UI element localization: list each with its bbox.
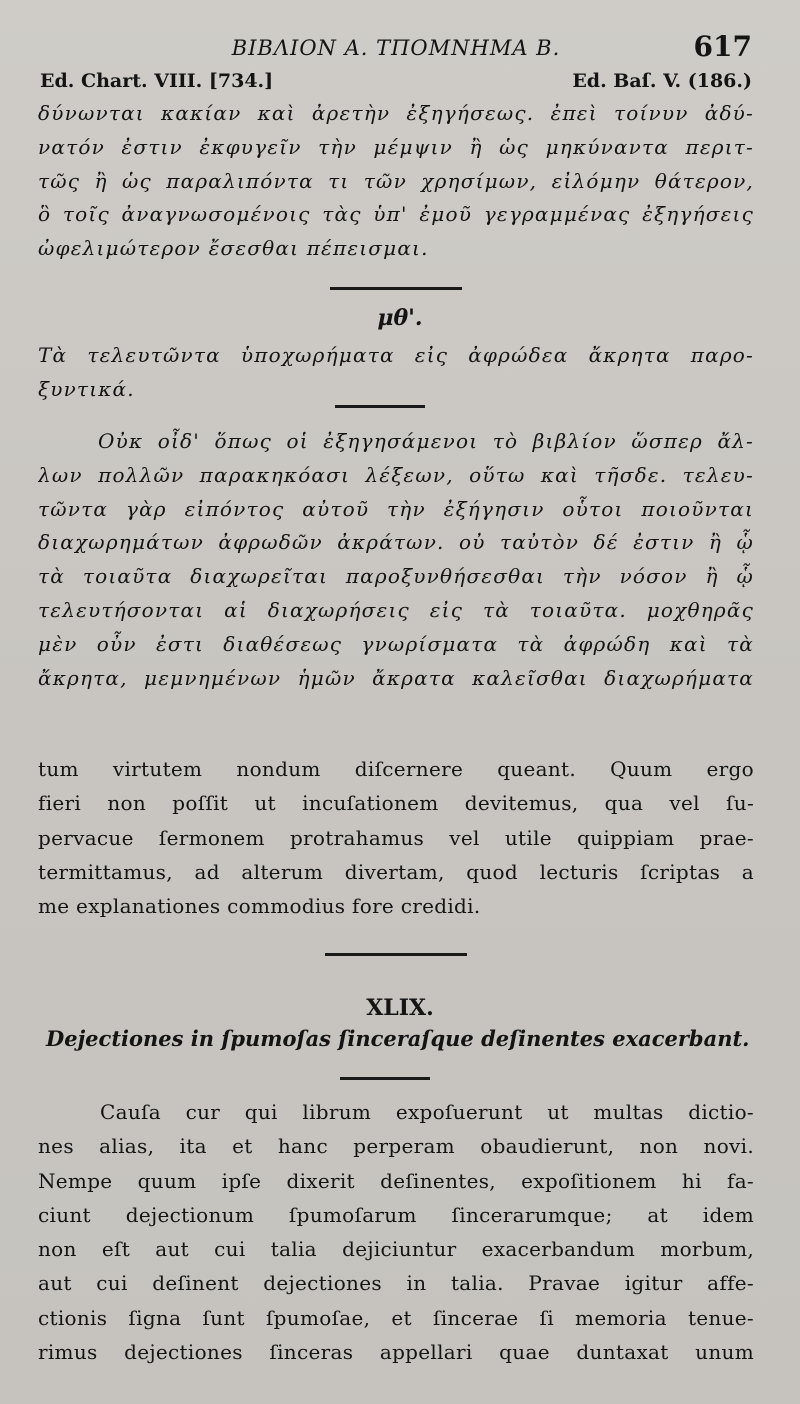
text-line: termittamus, ad alterum divertam, quod lecturis ſcriptas a (38, 859, 754, 884)
text-line: Τὰ τελευτῶντα ὑποχωρήματα εἰς ἀφρώδεα ἄκρητα παρο- (38, 343, 754, 367)
page-number: 617 (693, 30, 752, 63)
text-line: ciunt dejectionum ſpumoſarum ſincerarumque; at idem (38, 1202, 754, 1227)
text-line: τελευτήσονται αἱ διαχωρήσεις εἰς τὰ τοιαῦτα. μοχθηρᾶς (38, 597, 754, 622)
latin-section-title: Dejectiones in ſpumoſas ſinceraſque deſinentes exacerbant. (46, 1026, 750, 1051)
text-line: non eſt aut cui talia dejiciuntur exacerbandum morbum, (38, 1237, 754, 1262)
edition-reference-line (40, 68, 752, 98)
text-line: fieri non poſſit ut incuſationem devitemus, qua vel ſu- (38, 791, 754, 816)
text-line: μὲν οὖν ἐστι διαθέσεως γνωρίσματα τὰ ἀφρώδη καὶ τὰ (38, 631, 754, 656)
text-line: τῶντα γὰρ εἰπόντος αὐτοῦ τὴν ἐξήγησιν οὗτοι ποιοῦνται (38, 496, 754, 521)
text-line: ctionis ſigna ſunt ſpumoſae, et ſincerae ſi memoria tenue- (38, 1305, 754, 1330)
greek-section-body (38, 425, 754, 695)
text-line: ὃ τοῖς ἀναγνωσομένοις τὰς ὑπ' ἐμοῦ γεγραμμένας ἐξηγήσεις (38, 202, 754, 227)
latin-intro-paragraph (38, 752, 754, 923)
section-divider-rule (335, 405, 425, 408)
text-line: ξυντικά. (38, 376, 135, 401)
text-line: λων πολλῶν παρακηκόασι λέξεων, οὕτω καὶ τῆσδε. τελευ- (38, 462, 754, 487)
text-line: tum virtutem nondum diſcernere queant. Quum ergo (38, 757, 754, 781)
text-line: διαχωρημάτων ἀφρωδῶν ἀκράτων. οὐ ταὐτὸν δέ ἐστιν ἢ ᾧ (38, 530, 754, 555)
latin-section-number: XLIX. (366, 995, 434, 1021)
greek-section-number: μθ'. (377, 305, 423, 331)
text-line: δύνωνται κακίαν καὶ ἀρετὴν ἐξηγήσεως. ἐπεὶ τοίνυν ἀδύ- (38, 101, 754, 125)
text-line: τῶς ἢ ὡς παραλιπόντα τι τῶν χρησίμων, εἰλόμην θάτερον, (38, 168, 754, 193)
text-line: rimus dejectiones ſinceras appellari quae duntaxat unum (38, 1340, 754, 1365)
greek-section-title (38, 339, 754, 407)
text-line: ἄκρητα, μεμνημένων ἡμῶν ἄκρατα καλεῖσθαι διαχωρήματα (38, 665, 754, 690)
section-divider-rule (340, 1077, 430, 1080)
edition-reference-chartier: Ed. Chart. VIII. [734.] (40, 70, 274, 92)
text-line: nes alias, ita et hanc perperam obaudierunt, non novi. (38, 1134, 754, 1159)
text-line: Οὐκ οἶδ' ὅπως οἱ ἐξηγησάμενοι τὸ βιβλίον ὥσπερ ἄλ- (98, 429, 754, 453)
text-line: ὠφελιμώτερον ἔσεσθαι πέπεισμαι. (38, 236, 429, 261)
text-line: νατόν ἐστιν ἐκφυγεῖν τὴν μέμψιν ἢ ὡς μηκύναντα περιτ- (38, 134, 754, 159)
section-divider-rule (330, 287, 462, 290)
latin-section-body (38, 1095, 754, 1369)
text-line: Cauſa cur qui librum expoſuerunt ut multas dictio- (100, 1100, 754, 1124)
text-line: pervacue ſermonem protrahamus vel utile quippiam prae- (38, 825, 754, 850)
text-line: Nempe quum ipſe dixerit deſinentes, expoſitionem hi fa- (38, 1168, 754, 1193)
text-line: aut cui deſinent dejectiones in talia. Pravae igitur affe- (38, 1271, 754, 1296)
text-line: me explanationes commodius fore credidi. (38, 894, 481, 919)
page-header (40, 30, 752, 66)
greek-intro-paragraph (38, 97, 754, 266)
text-line: τὰ τοιαῦτα διαχωρεῖται παροξυνθήσεσθαι τὴν νόσον ἢ ᾧ (38, 564, 754, 589)
section-divider-rule (325, 953, 467, 956)
edition-reference-basel: Ed. Baſ. V. (186.) (572, 70, 752, 92)
running-title: ΒΙΒΛΙΟΝ Α. ΤΠΟΜΝΗΜΑ Β. (231, 36, 561, 60)
